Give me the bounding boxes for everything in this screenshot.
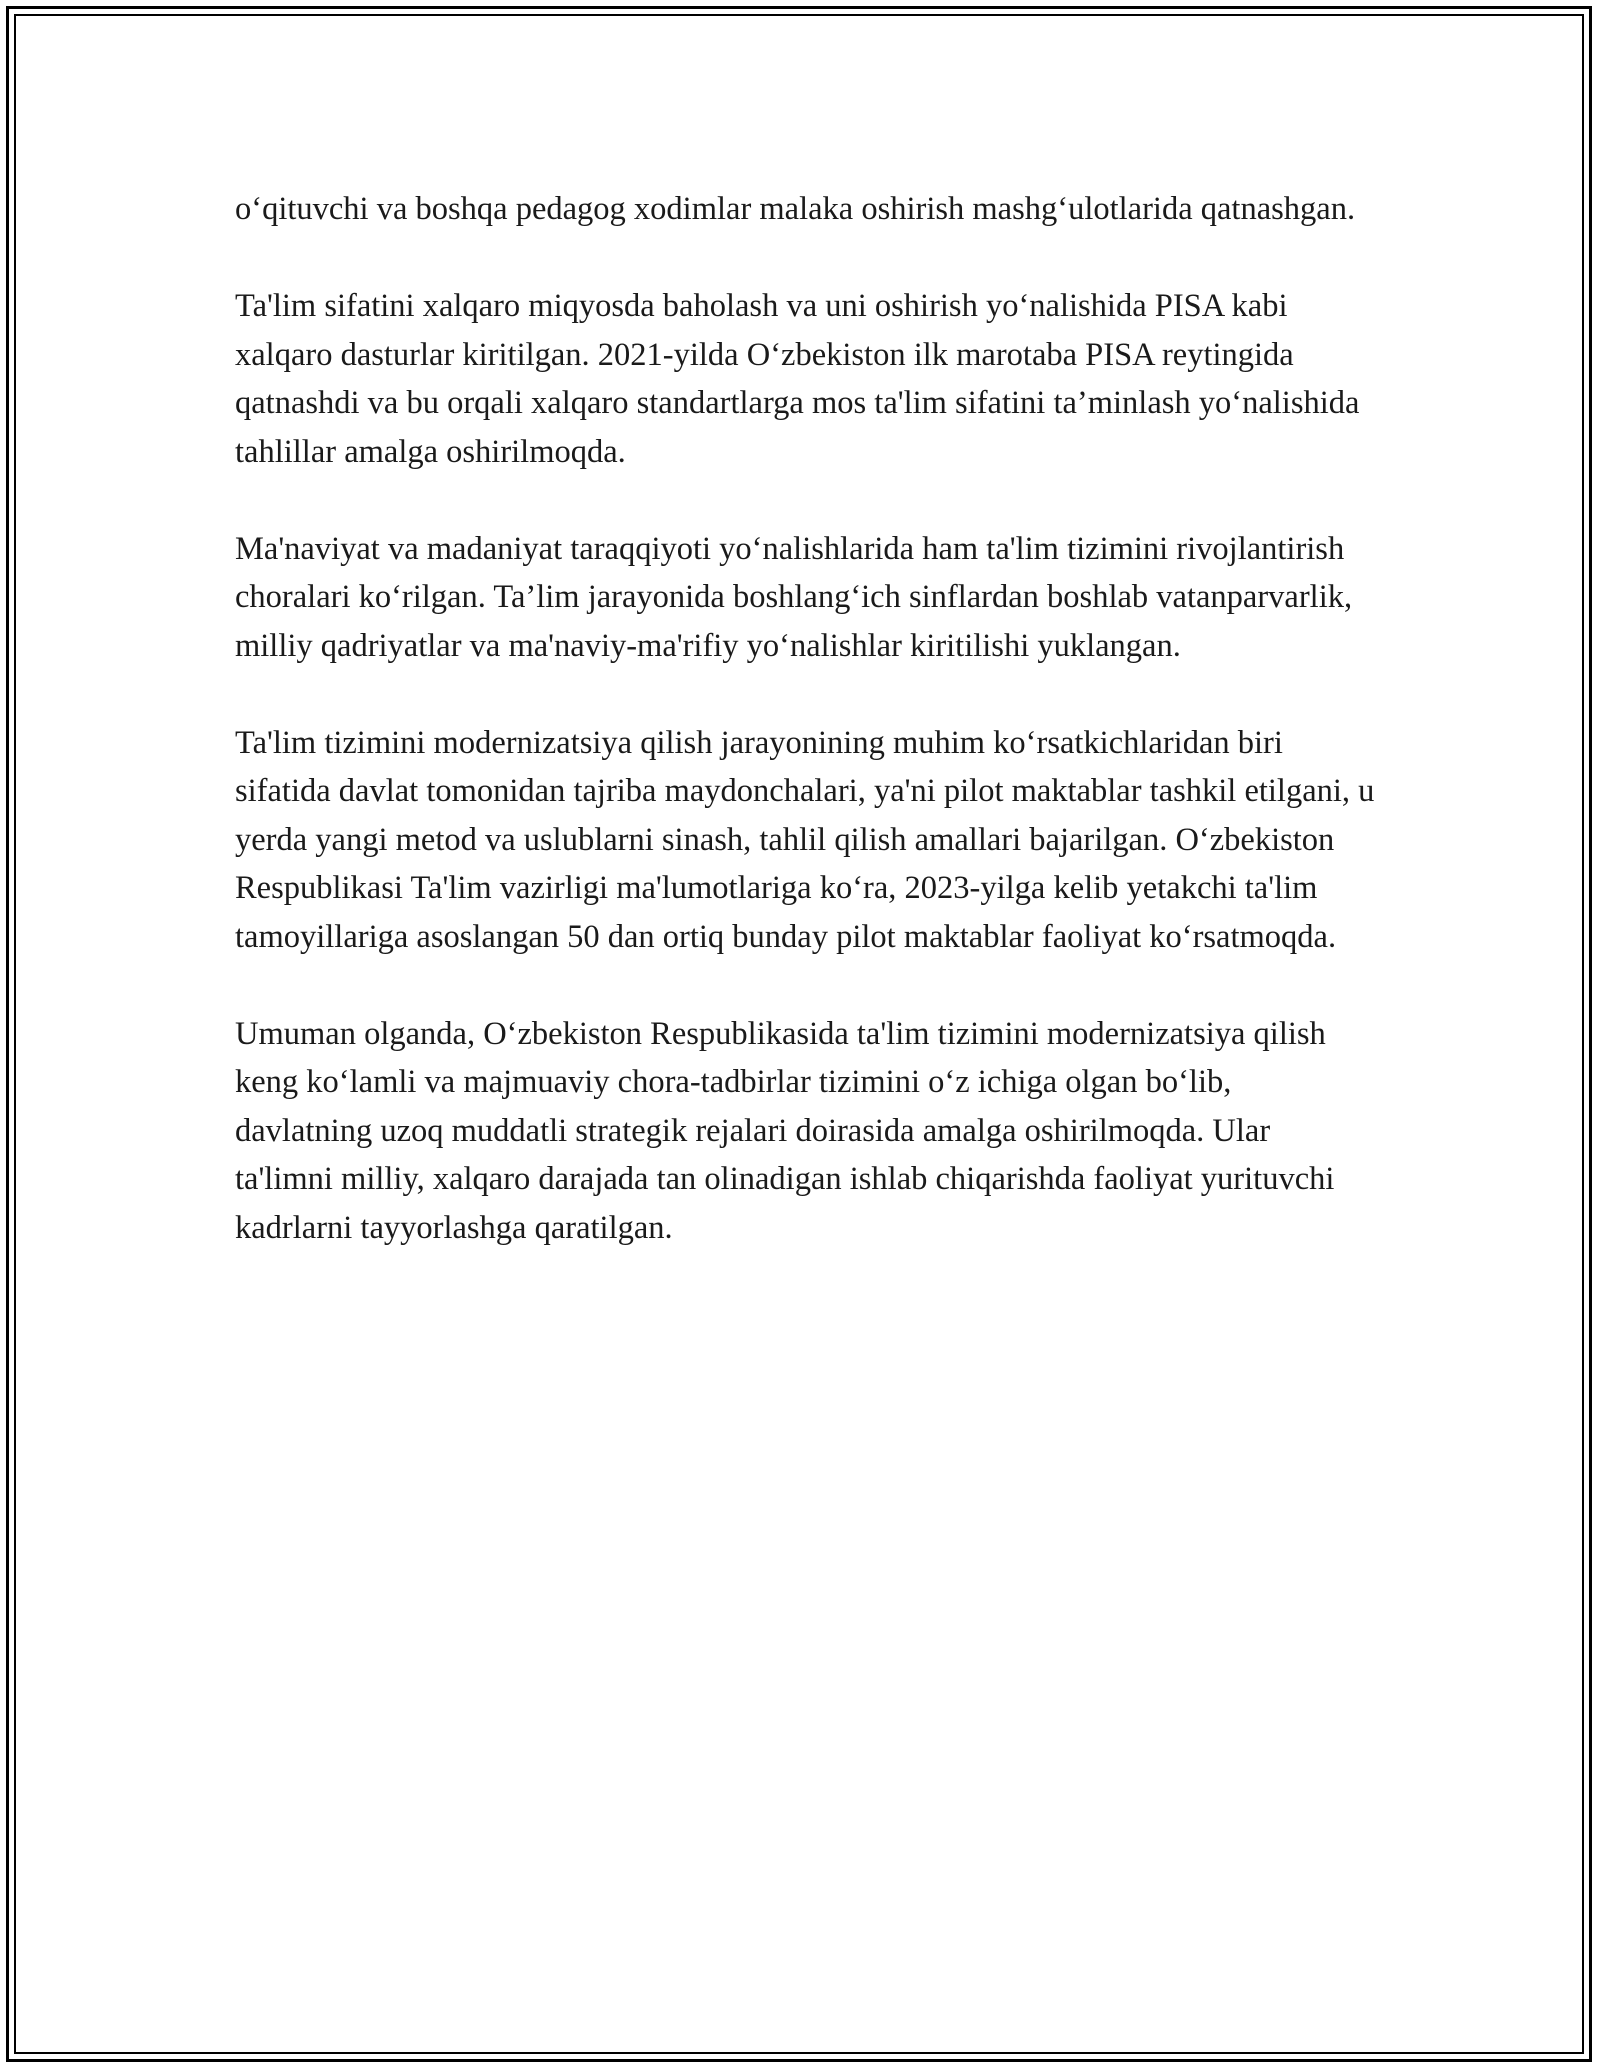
paragraph-teacher-training: o‘qituvchi va boshqa pedagog xodimlar malaka oshirish mashg‘ulotlarida qatnashgan. <box>235 191 1356 227</box>
document-body <box>235 185 1375 1301</box>
paragraph-pilot-schools: Ta'lim tizimini modernizatsiya qilish jarayonining muhim ko‘rsatkichlaridan biri sifatida davlat tomonidan tajriba maydonchalari, ya'ni pilot maktablar tashkil etilgani, u yerda yangi metod va uslublarni sinash, tahlil qilish amallari bajarilgan. O‘zbekiston Respublikasi Ta'lim vazirligi ma'lumotlariga ko‘ra, 2023-yilga kelib yetakchi ta'lim tamoyillariga asoslangan 50 dan ortiq bunday pilot maktablar faoliyat ko‘rsatmoqda. <box>235 724 1375 955</box>
paragraph-conclusion: Umuman olganda, O‘zbekiston Respublikasida ta'lim tizimini modernizatsiya qilish keng ko‘lamli va majmuaviy chora-tadbirlar tizimini o‘z ichiga olgan bo‘lib, davlatning uzoq muddatli strategik rejalari doirasida amalga oshirilmoqda. Ular ta'limni milliy, xalqaro darajada tan olinadigan ishlab chiqarishda faoliyat yurituvchi kadrlarni tayyorlashga qaratilgan. <box>235 1015 1335 1246</box>
paragraph-pisa: Ta'lim sifatini xalqaro miqyosda baholash va uni oshirish yo‘nalishida PISA kabi xalqaro dasturlar kiritilgan. 2021-yilda O‘zbekiston ilk marotaba PISA reytingida qatnashdi va bu orqali xalqaro standartlarga mos ta'lim sifatini ta’minlash yo‘nalishida tahlillar amalga oshirilmoqda. <box>235 288 1360 470</box>
paragraph-spirituality: Ma'naviyat va madaniyat taraqqiyoti yo‘nalishlarida ham ta'lim tizimini rivojlantirish choralari ko‘rilgan. Ta’lim jarayonida boshlang‘ich sinflardan boshlab vatanparvarlik, milliy qadriyatlar va ma'naviy-ma'rifiy yo‘nalishlar kiritilishi yuklangan. <box>235 530 1353 664</box>
